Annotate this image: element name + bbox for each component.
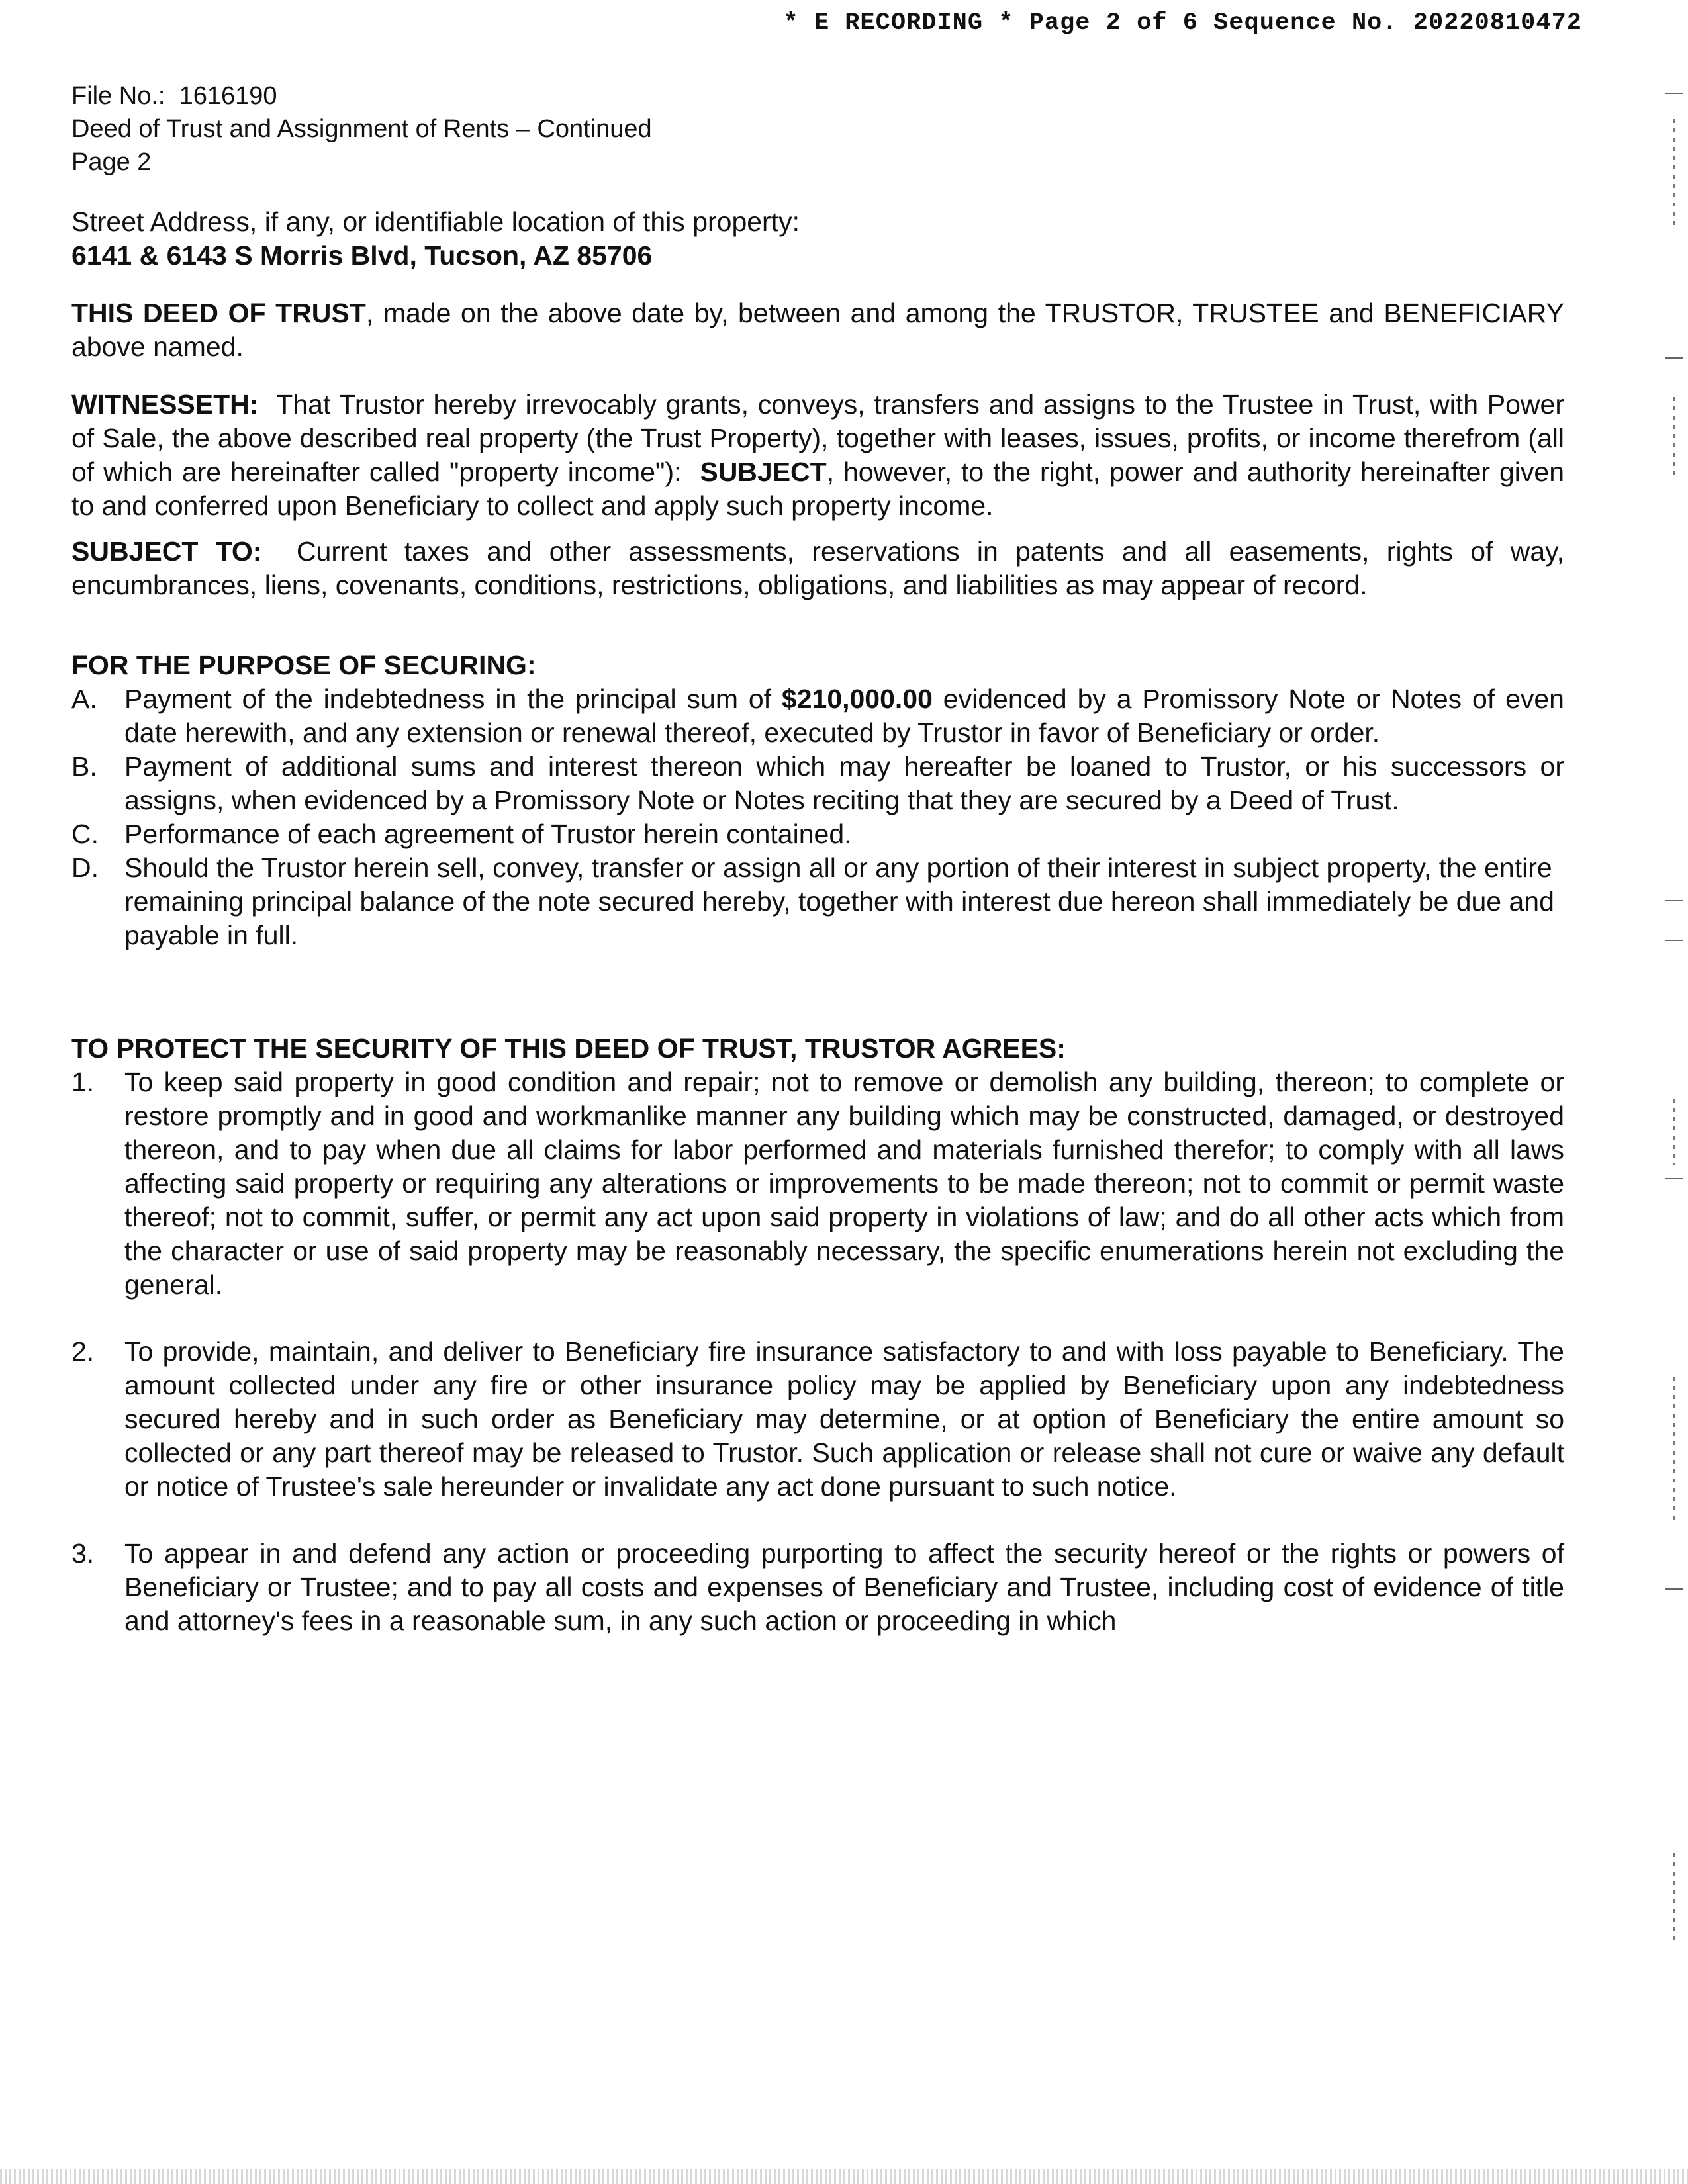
witnesseth-text-1: That Trustor hereby irrevocably grants, conveys, transfers and assigns to the Trustee in Trust, with Power of Sale, the above described real property (the Trust Property), together with leases, issues, profits, or income therefrom (all of which are hereinafter called "property income"): <box>71 389 1564 487</box>
principal-amount: $210,000.00 <box>781 684 933 714</box>
protect-item-1 <box>71 1066 1564 1302</box>
protect-item-text: To keep said property in good condition and repair; not to remove or demolish any building, thereon; to complete or restore promptly and in good and workmanlike manner any building which may be constructed, damaged, or destroyed thereon, and to pay when due all claims for labor performed and materials furnished therefor; to comply with all laws affecting said property or requiring any alterations or improvements to be made thereon; not to commit or permit waste thereof; not to commit, suffer, or permit any act upon said property in violations of law; and do all other acts which from the character or use of said property may be reasonably necessary, the specific enumerations herein not excluding the general. <box>124 1067 1564 1300</box>
address-label: Street Address, if any, or identifiable location of this property: <box>71 206 800 237</box>
address-value: 6141 & 6143 S Morris Blvd, Tucson, AZ 85706 <box>71 240 653 271</box>
protect-heading: TO PROTECT THE SECURITY OF THIS DEED OF TRUST, TRUSTOR AGREES: <box>71 1033 1066 1064</box>
subject-to-bold: SUBJECT TO: <box>71 536 262 567</box>
margin-tick <box>1665 1588 1683 1590</box>
property-address <box>71 205 1564 273</box>
protect-item-text: To provide, maintain, and deliver to Beneficiary fire insurance satisfactory to and with loss payable to Beneficiary. The amount collected under any fire or other insurance policy may be applied by Beneficiary upon any indebtedness secured hereby and in such order as Beneficiary may determine, or at option of Beneficiary the entire amount so collected or any part thereof may be released to Trustor. Such application or release shall not cure or waive any default or notice of Trustee's sale hereunder or invalidate any act done pursuant to such notice. <box>124 1336 1564 1502</box>
margin-tick <box>1665 940 1683 941</box>
protect-list <box>71 1066 1564 1638</box>
subject-to-paragraph <box>71 535 1564 602</box>
margin-tick <box>1665 93 1683 94</box>
file-info <box>71 79 1564 179</box>
file-number-label: File No.: <box>71 82 165 110</box>
margin-dash <box>1673 1377 1675 1522</box>
margin-tick <box>1665 900 1683 901</box>
file-number-line <box>71 79 1564 113</box>
list-marker: 2. <box>71 1336 95 1367</box>
protect-item-3 <box>71 1537 1564 1638</box>
list-marker: D. <box>71 852 99 883</box>
list-marker: A. <box>71 684 97 714</box>
scan-margin-marks <box>1648 0 1688 2184</box>
list-marker: C. <box>71 819 99 849</box>
witnesseth-text-2: , however, to the right, power and authority hereinafter given to and conferred upon Beneficiary to collect and apply such property income. <box>71 457 1564 521</box>
purpose-item-b <box>71 750 1564 817</box>
purpose-section <box>71 649 1564 952</box>
deed-intro-paragraph <box>71 296 1564 364</box>
protect-section <box>71 1032 1564 1638</box>
purpose-item-a <box>71 682 1564 750</box>
subject-to-text: Current taxes and other assessments, reservations in patents and all easements, rights of way, encumbrances, liens, covenants, conditions, restrictions, obligations, and liabilities as may appear of record. <box>71 536 1564 600</box>
margin-dash <box>1673 1099 1675 1165</box>
purpose-item-text: evidenced by a Promissory Note or Notes of even date herewith, and any extension or renewal thereof, executed by Trustor in favor of Beneficiary or order. <box>124 684 1564 748</box>
list-marker: B. <box>71 751 97 782</box>
document-body <box>71 79 1564 1638</box>
purpose-item-text: Payment of additional sums and interest thereon which may hereafter be loaned to Trustor, or his successors or assigns, when evidenced by a Promissory Note or Notes reciting that they are secured by a Deed of Trust. <box>124 751 1564 815</box>
purpose-item-text: Should the Trustor herein sell, convey, transfer or assign all or any portion of their interest in subject property, the entire remaining principal balance of the note secured hereby, together with interest due hereon shall immediately be due and payable in full. <box>124 852 1554 950</box>
deed-intro-text: , made on the above date by, between and among the TRUSTOR, TRUSTEE and BENEFICIARY above named. <box>71 298 1564 362</box>
deed-intro-bold: THIS DEED OF TRUST <box>71 298 366 328</box>
margin-dash <box>1673 397 1675 477</box>
margin-tick <box>1665 357 1683 359</box>
witnesseth-paragraph <box>71 388 1564 523</box>
witnesseth-subject-bold: SUBJECT <box>700 457 827 487</box>
protect-item-2 <box>71 1335 1564 1504</box>
recording-header: * E RECORDING * Page 2 of 6 Sequence No. 20220810472 <box>783 9 1582 37</box>
document-title: Deed of Trust and Assignment of Rents – Continued <box>71 115 652 143</box>
page-label: Page 2 <box>71 148 152 176</box>
purpose-item-text: Performance of each agreement of Trustor herein contained. <box>124 819 852 849</box>
file-number: 1616190 <box>179 82 277 110</box>
purpose-list <box>71 682 1564 952</box>
purpose-item-c <box>71 817 1564 851</box>
protect-item-text: To appear in and defend any action or proceeding purporting to affect the security hereof or the rights or powers of Beneficiary or Trustee; and to pay all costs and expenses of Beneficiary and Trustee, including cost of evidence of title and attorney's fees in a reasonable sum, in any such action or proceeding in which <box>124 1538 1564 1636</box>
margin-tick <box>1665 1178 1683 1179</box>
scan-edge-strip <box>0 2169 1688 2184</box>
margin-dash <box>1673 1853 1675 1946</box>
witnesseth-bold: WITNESSETH: <box>71 389 259 420</box>
purpose-item-d <box>71 851 1564 952</box>
list-marker: 1. <box>71 1067 95 1097</box>
margin-dash <box>1673 119 1675 225</box>
purpose-heading: FOR THE PURPOSE OF SECURING: <box>71 650 536 680</box>
purpose-item-text: Payment of the indebtedness in the principal sum of <box>124 684 772 714</box>
list-marker: 3. <box>71 1538 95 1569</box>
